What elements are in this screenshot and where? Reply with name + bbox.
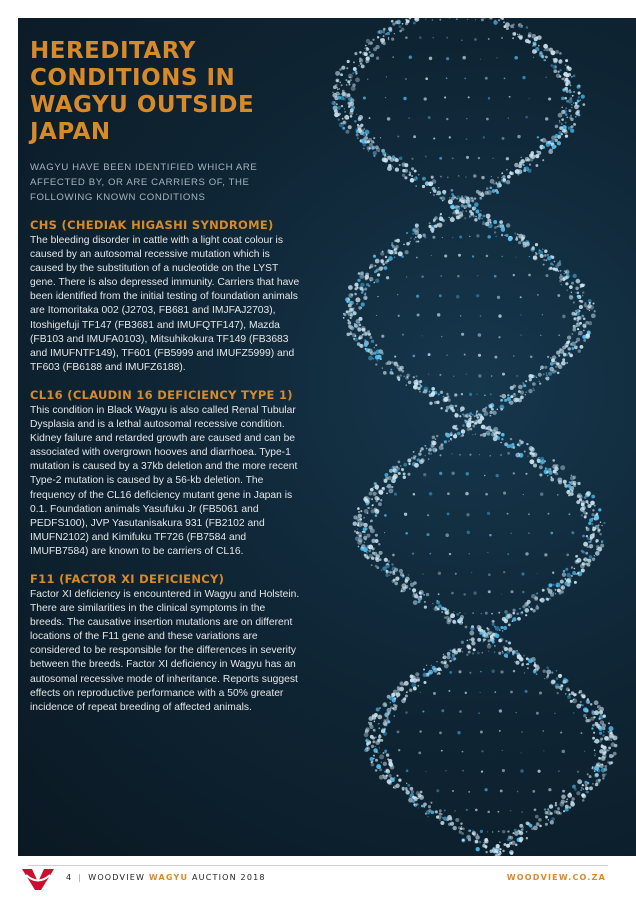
page-subtitle: WAGYU HAVE BEEN IDENTIFIED WHICH ARE AFFECTED BY, OR ARE CARRIERS OF, THE FOLLOWING KNOWN CONDITIONS (30, 162, 258, 203)
section-heading: F11 (FACTOR XI DEFICIENCY) (30, 571, 225, 586)
publication-suffix: AUCTION 2018 (191, 873, 266, 882)
section-body: Factor XI deficiency is encountered in Wagyu and Holstein. There are similarities in the clinical symptoms in the breeds. The causative insertion mutations are on different locations of the F11 gene and these variations are considered to be responsible for the differences in severity between the breeds. Factor XI deficiency in Wagyu has an autosomal recessive mode of inheritance. Reports suggest effects on reproductive performance with a 50% greater incidence of repeat breeding of affected animals. (30, 588, 300, 713)
section-heading: CL16 (CLAUDIN 16 DEFICIENCY TYPE 1) (30, 387, 293, 402)
page-number: 4 (66, 873, 73, 882)
footer-publication (66, 873, 266, 882)
left-margin (0, 0, 18, 856)
article-content (30, 38, 300, 715)
section-body: The bleeding disorder in cattle with a light coat colour is caused by an autosomal recessive mutation which is caused by the substitution of a nucleotide on the LYST gene. There is also depressed immunity. Carriers that have been identified from the initial testing of foundation animals are Itomoritaka 002 (J2703, FB681 and IMJFAJ2703), Itoshigefuji TF147 (FB3681 and IMUFQTF147), Mazda (FB103 and IMUFA0103), Mitsuhikokura TF149 (FB3683 and IMUFNTF149), TF601 (FB5999 and IMUFZ5999) and TF603 (FB6188 and IMUFZ6188). (30, 235, 300, 373)
section-chs (30, 217, 300, 375)
section-heading: CHS (CHEDIAK HIGASHI SYNDROME) (30, 218, 274, 232)
section-f11 (30, 571, 300, 715)
footer-divider (28, 865, 608, 866)
woodview-logo-icon (20, 866, 56, 892)
section-body: This condition in Black Wagyu is also called Renal Tubular Dysplasia and is a lethal autosomal recessive condition. Kidney failure and retarded growth are caused and can be associated with overgrown hooves and diarrhoea. Type-1 mutation is caused by a 37kb deletion and the more recent Type-2 mutation is caused by a 56-kb deletion. The frequency of the CL16 deficiency mutant gene in Japan is 0.1. Foundation animals Yasufuku Jr (FB5061 and PEDFS100), JVP Yasutanisakura 931 (FB2102 and IMUFN2102) and Kimifuku TF726 (FB7584 and IMUFB7584) are known to be carriers of CL16. (30, 404, 298, 557)
dna-helix-illustration (300, 18, 636, 856)
footer-separator: | (78, 873, 83, 882)
page-title: HEREDITARY CONDITIONS IN WAGYU OUTSIDE JAPAN (30, 38, 255, 145)
section-cl16 (30, 387, 300, 559)
top-margin (0, 0, 636, 18)
footer-website[interactable]: WOODVIEW.CO.ZA (506, 873, 606, 882)
publication-accent: WAGYU (148, 873, 189, 882)
publication-prefix: WOODVIEW (88, 873, 146, 882)
